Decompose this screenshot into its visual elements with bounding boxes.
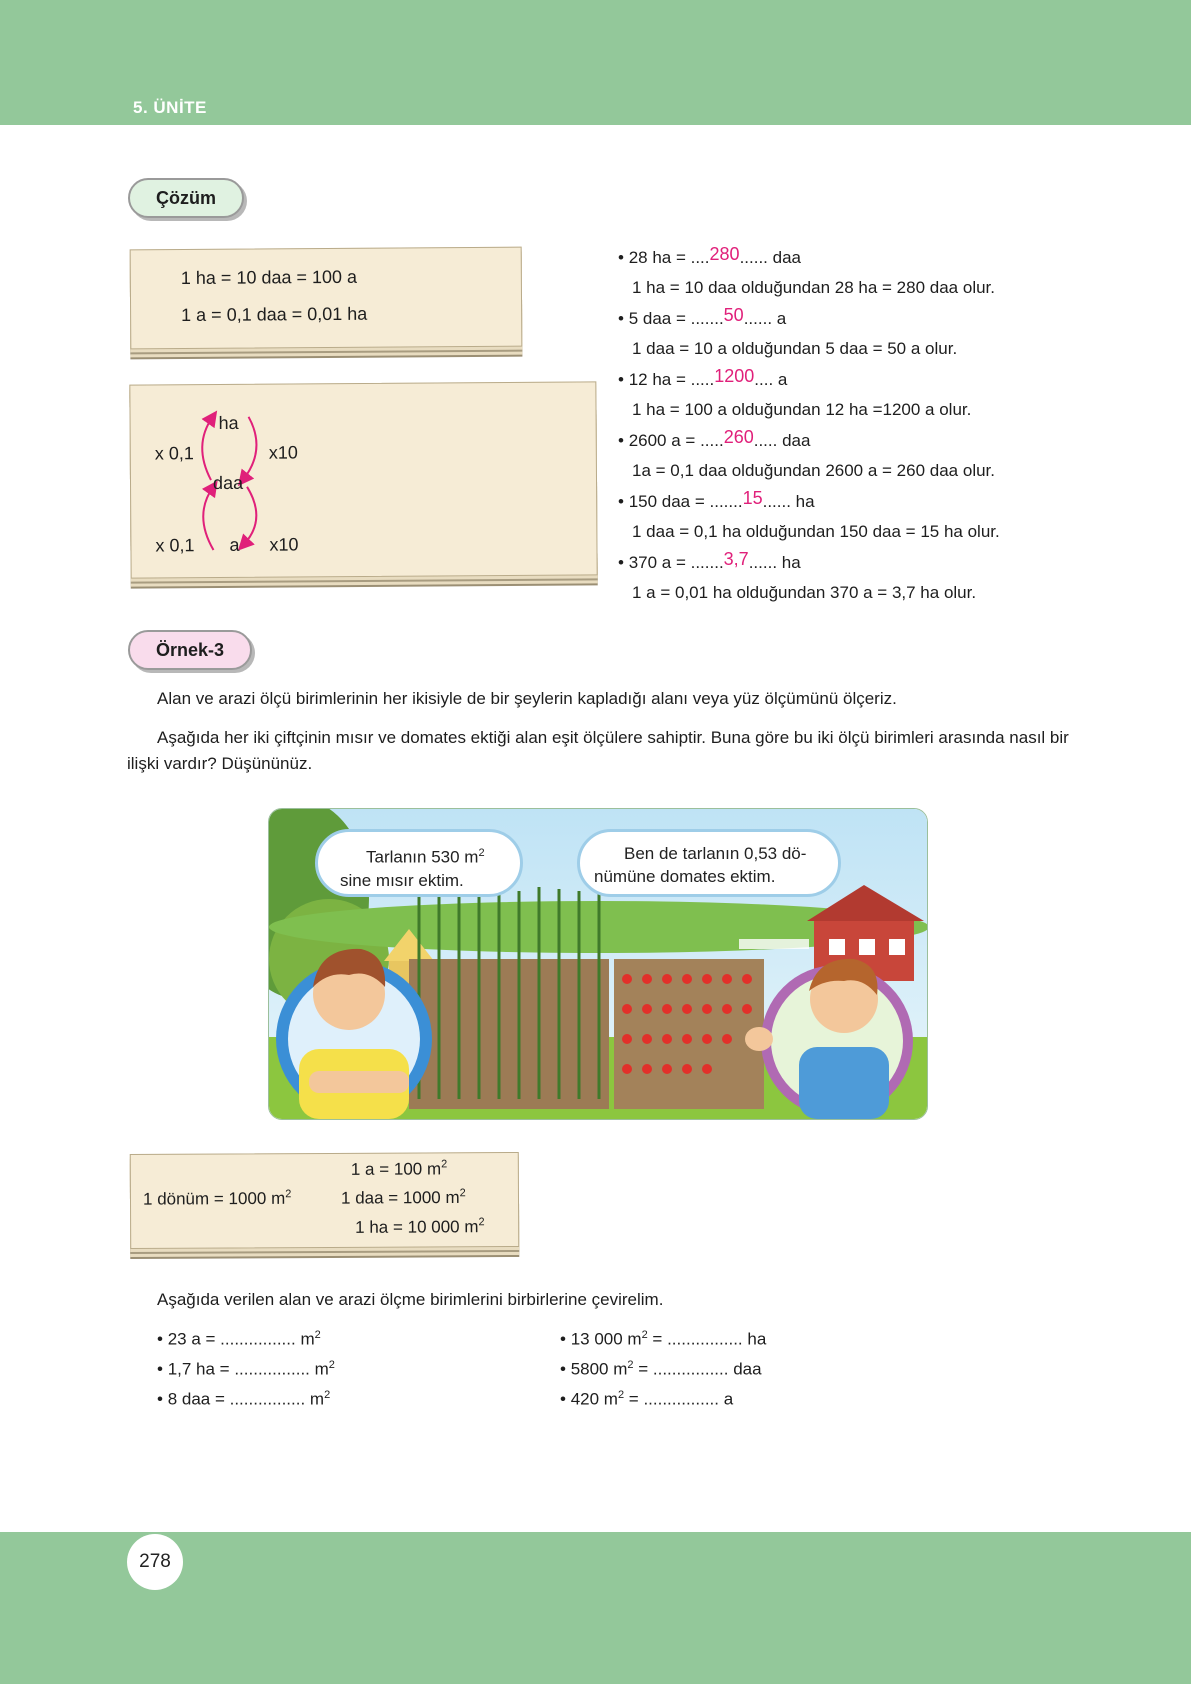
example-paragraph-2: Aşağıda her iki çiftçinin mısır ve domates ektiği alan eşit ölçülere sahiptir. Buna göre bu iki ölçü birimleri arasında nasıl bir ilişki vardır? Düşününüz. bbox=[127, 728, 1069, 773]
answer-value: 260 bbox=[723, 427, 754, 447]
answer-item bbox=[618, 425, 1178, 486]
answer-value: 280 bbox=[709, 244, 740, 264]
answer-question: • 2600 a = .....260..... daa bbox=[618, 425, 1178, 456]
arrow-ha-to-daa bbox=[243, 417, 257, 480]
exercise-item: • 8 daa = ................ $m^2$ bbox=[157, 1389, 331, 1409]
example-paragraph-1: Alan ve arazi ölçü birimlerinin her ikisiyle de bir şeylerin kapladığı alanı veya yüz ölçümünü ölçeriz. bbox=[157, 689, 897, 708]
answer-value: 1200 bbox=[714, 366, 755, 386]
answer-explanation: 1 ha = 100 a olduğundan 12 ha =1200 a olur. bbox=[632, 400, 972, 419]
unit-a: a bbox=[229, 534, 240, 555]
answer-value: 15 bbox=[742, 488, 763, 508]
unit-diagram-note bbox=[129, 381, 597, 578]
arrow-daa-to-ha bbox=[202, 417, 213, 480]
exercise-item: • 5800 $m^2$ = ................ daa bbox=[560, 1359, 762, 1379]
conversion-line: 1 a = 0,1 daa = 0,01 ha bbox=[181, 303, 368, 326]
donum-equation: 1 dönüm = 1000 $m^2$ bbox=[142, 1188, 292, 1209]
answer-explanation: 1 daa = 0,1 ha olduğundan 150 daa = 15 ha olur. bbox=[632, 522, 1000, 541]
answer-explanation: 1a = 0,1 daa olduğundan 2600 a = 260 daa olur. bbox=[632, 461, 995, 480]
exercise-item: • 23 a = ................ $m^2$ bbox=[157, 1329, 321, 1349]
farmers-illustration bbox=[268, 808, 928, 1120]
factor-right: x10 bbox=[268, 442, 298, 463]
answer-item bbox=[618, 547, 1178, 608]
answer-item bbox=[618, 303, 1178, 364]
bubble-left-line-2: sine mısır ektim. bbox=[340, 870, 464, 890]
answer-question: • 150 daa = .......15...... ha bbox=[618, 486, 1178, 517]
answer-question: • 5 daa = .......50...... a bbox=[618, 303, 1178, 334]
answer-explanation: 1 a = 0,01 ha olduğundan 370 a = 3,7 ha olur. bbox=[632, 583, 977, 602]
factor-left: x 0,1 bbox=[154, 443, 194, 464]
exercise-item: • 1,7 ha = ................ $m^2$ bbox=[157, 1359, 335, 1379]
answer-item bbox=[618, 486, 1178, 547]
answer-value: 50 bbox=[723, 305, 744, 325]
factor-left: x 0,1 bbox=[155, 535, 195, 556]
unit-label: 5. ÜNİTE bbox=[133, 98, 207, 117]
bubble-right-line-1: Ben de tarlanın 0,53 dö- bbox=[624, 844, 807, 863]
unit-daa: daa bbox=[212, 472, 244, 494]
answer-question: • 28 ha = ....280...... daa bbox=[618, 242, 1178, 273]
speech-bubble-left bbox=[315, 829, 523, 897]
answer-value: 3,7 bbox=[723, 549, 749, 569]
conversion-note bbox=[130, 247, 523, 350]
answer-question: • 12 ha = .....1200.... a bbox=[618, 364, 1178, 395]
solution-answers bbox=[618, 242, 1178, 608]
bubble-left-line-1: Tarlanın 530 $m^2$ bbox=[366, 847, 485, 867]
unit-row: 1 a = 100 $m^2$ bbox=[350, 1158, 448, 1179]
conversion-line: 1 ha = 10 daa = 100 a bbox=[180, 266, 358, 289]
answer-explanation: 1 ha = 10 daa olduğundan 28 ha = 280 daa olur. bbox=[632, 278, 995, 297]
speech-bubble-right bbox=[577, 829, 841, 897]
answer-item bbox=[618, 364, 1178, 425]
unit-row: 1 daa = 1000 $m^2$ bbox=[340, 1187, 466, 1208]
page-number: 278 bbox=[127, 1534, 183, 1590]
answer-question: • 370 a = .......3,7...... ha bbox=[618, 547, 1178, 578]
arrow-a-to-daa bbox=[203, 487, 213, 550]
answer-item bbox=[618, 242, 1178, 303]
bubble-right-line-2: nümüne domates ektim. bbox=[594, 867, 776, 886]
solution-pill: Çözüm bbox=[128, 178, 244, 218]
answer-explanation: 1 daa = 10 a olduğundan 5 daa = 50 a olur. bbox=[632, 339, 958, 358]
factor-right: x10 bbox=[269, 534, 299, 555]
exercise-item: • 13 000 $m^2$ = ................ ha bbox=[560, 1329, 767, 1349]
unit-row: 1 ha = 10 000 $m^2$ bbox=[355, 1216, 485, 1237]
exercise-intro: Aşağıda verilen alan ve arazi ölçme birimlerini birbirlerine çevirelim. bbox=[157, 1290, 664, 1309]
exercise-item: • 420 $m^2$ = ................ a bbox=[560, 1389, 734, 1409]
units-note bbox=[130, 1152, 519, 1249]
example-pill: Örnek-3 bbox=[128, 630, 252, 670]
arrow-daa-to-a bbox=[243, 487, 256, 545]
unit-ha: ha bbox=[218, 412, 239, 434]
